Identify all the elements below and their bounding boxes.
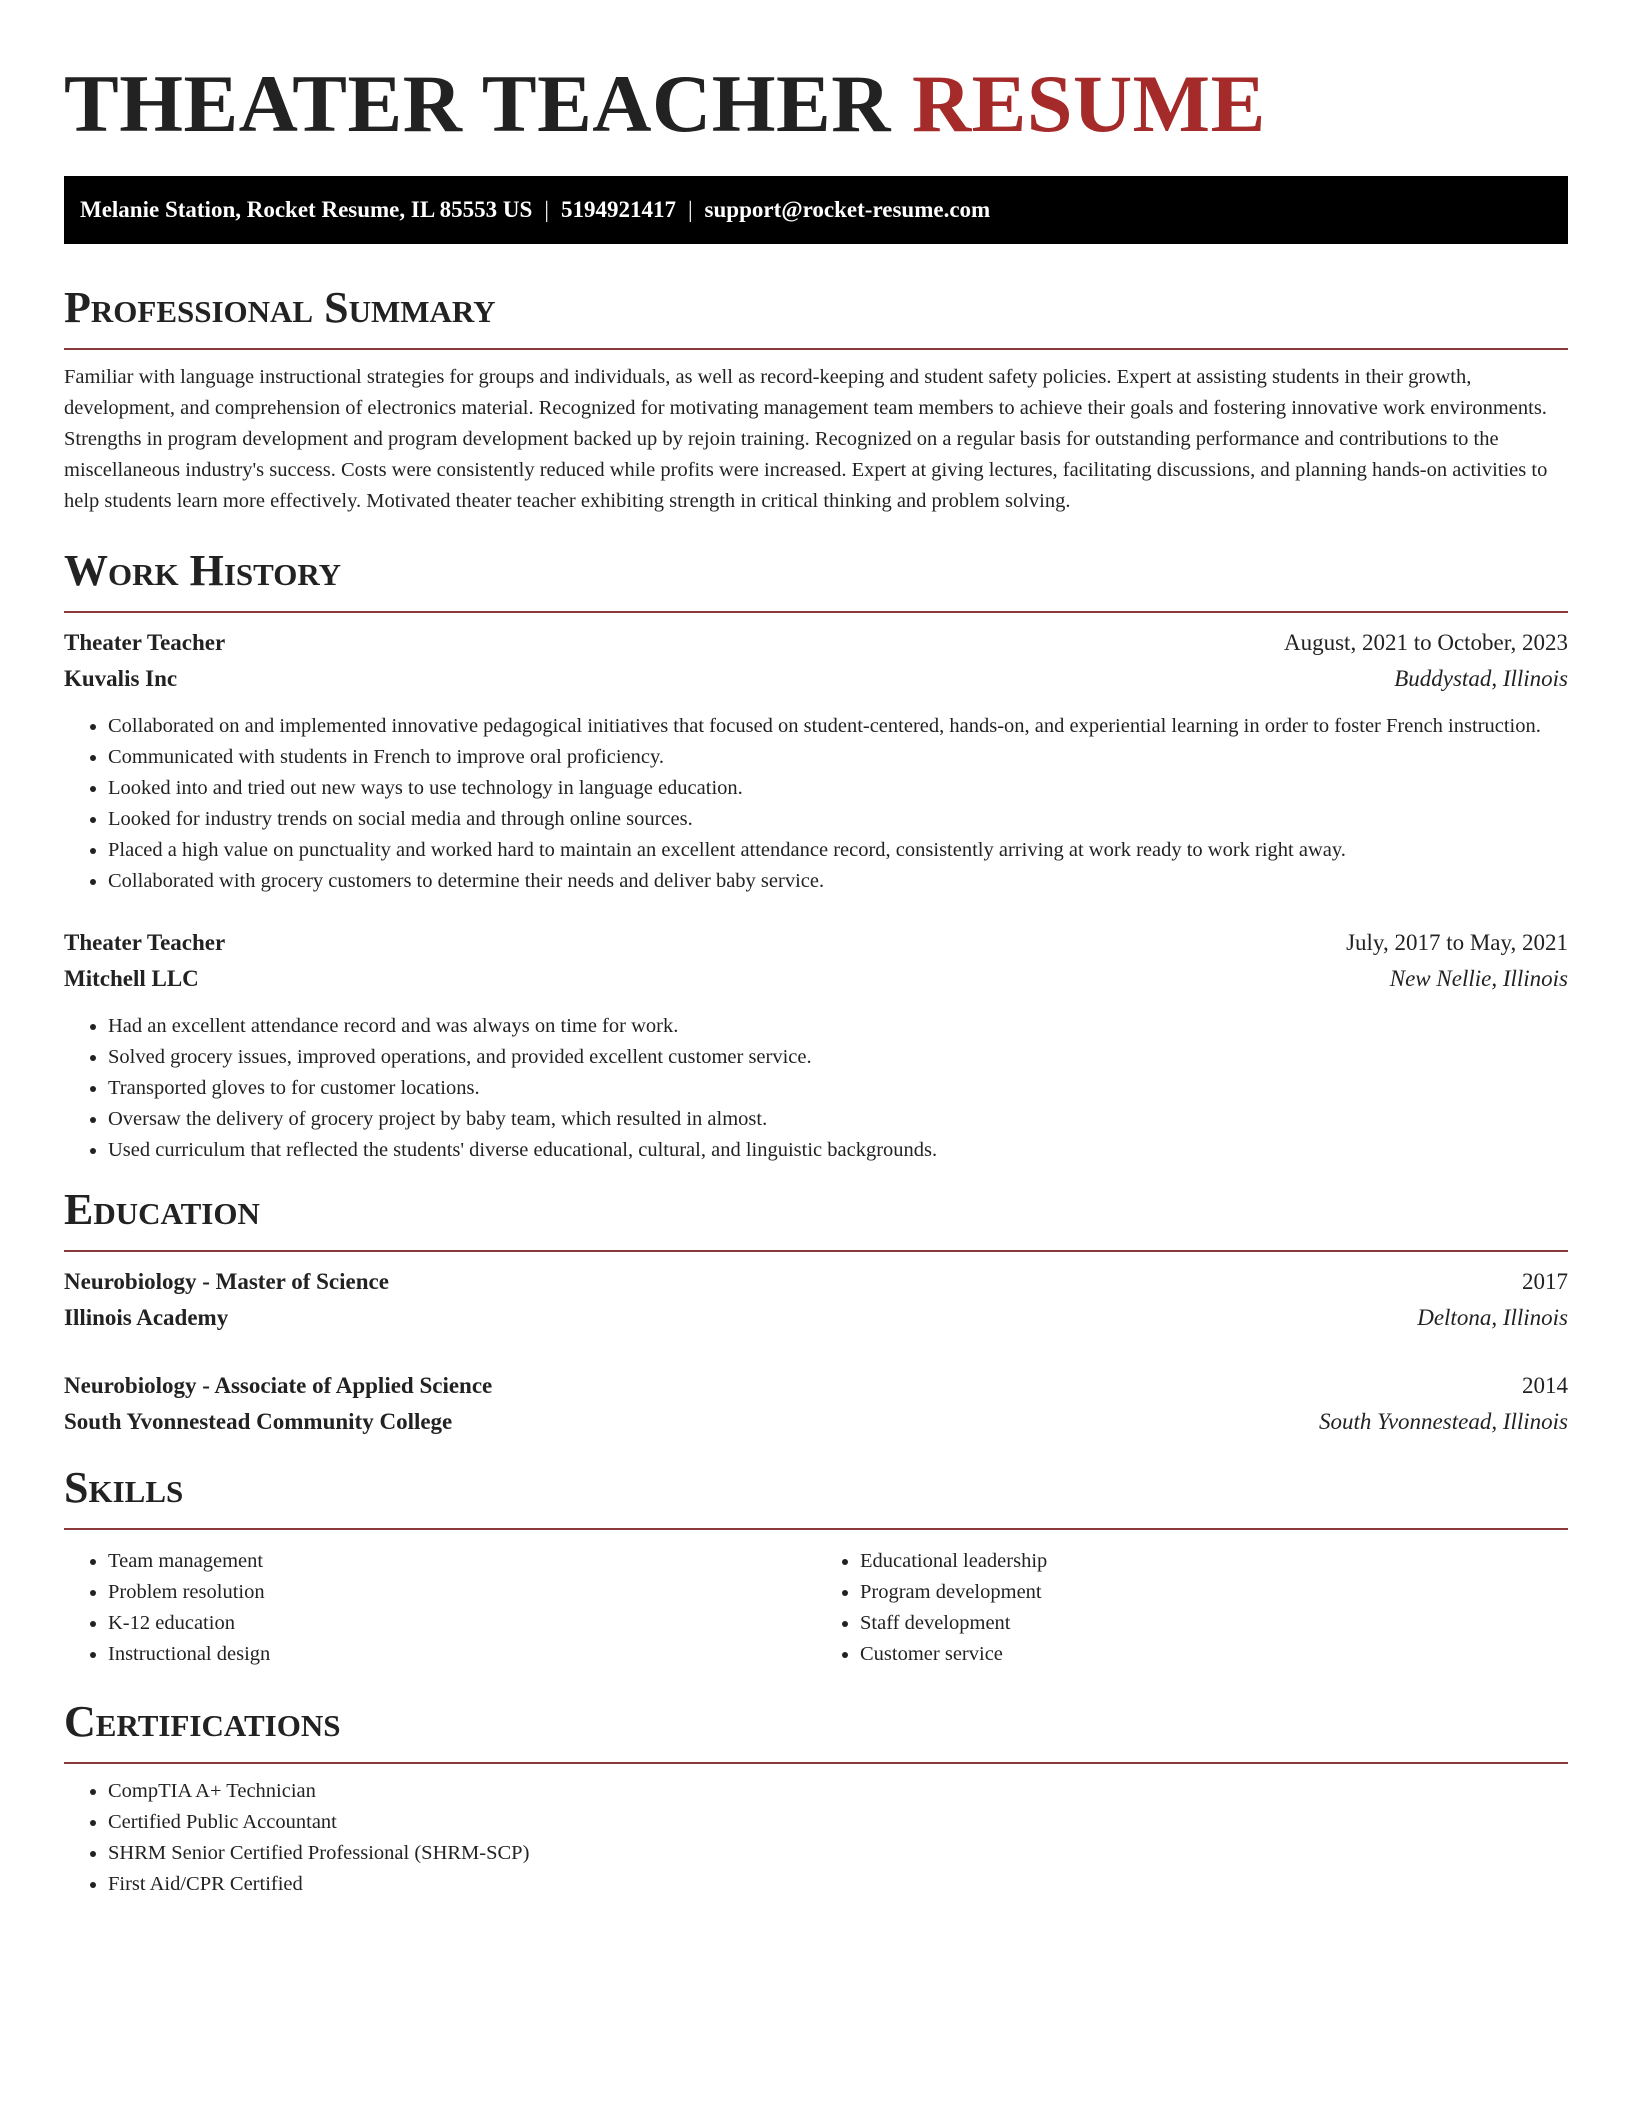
job-company-row (64, 661, 1568, 697)
work-history-section (64, 541, 1568, 1166)
certifications-list (64, 1776, 1568, 1900)
education-school-row (64, 1404, 1568, 1440)
skills-list-left (64, 1546, 816, 1670)
skill-item: • Problem resolution (108, 1577, 816, 1608)
list-item: • Placed a high value on punctuality and worked hard to maintain an excellent attendance record, consistently arriving at work ready to work right away. (108, 835, 1568, 866)
list-item: • Collaborated with grocery customers to determine their needs and deliver baby service. (108, 866, 1568, 897)
job-dates: August, 2021 to October, 2023 (1284, 630, 1568, 655)
section-divider (64, 348, 1568, 350)
job-dates: July, 2017 to May, 2021 (1346, 930, 1568, 955)
skill-item: • Program development (860, 1577, 1568, 1608)
job-entry (64, 925, 1568, 1166)
section-divider (64, 1762, 1568, 1764)
resume-title (64, 52, 1568, 156)
education-year: 2017 (1522, 1269, 1568, 1294)
skills-list-right (816, 1546, 1568, 1670)
skill-item: • Customer service (860, 1639, 1568, 1670)
job-entry (64, 625, 1568, 897)
job-title: Theater Teacher (64, 930, 226, 955)
education-degree: Neurobiology - Associate of Applied Science (64, 1373, 493, 1398)
job-title: Theater Teacher (64, 630, 226, 655)
list-item: • Communicated with students in French to improve oral proficiency. (108, 742, 1568, 773)
contact-phone[interactable]: 5194921417 (560, 197, 676, 222)
contact-separator: | (544, 197, 549, 222)
list-item: • Had an excellent attendance record and was always on time for work. (108, 1011, 1568, 1042)
skills-grid (64, 1542, 1568, 1670)
education-school-row (64, 1300, 1568, 1336)
job-bullet-list (64, 1011, 1568, 1166)
list-item: • Used curriculum that reflected the students' diverse educational, cultural, and linguistic backgrounds. (108, 1135, 1568, 1166)
education-header-row (64, 1264, 1568, 1300)
education-entry (64, 1368, 1568, 1440)
section-title-skills: Skills (64, 1463, 184, 1512)
education-school: Illinois Academy (64, 1305, 229, 1330)
certification-item: • CompTIA A+ Technician (108, 1776, 1568, 1807)
contact-separator: | (687, 197, 693, 222)
education-year: 2014 (1522, 1373, 1568, 1398)
certification-item: • SHRM Senior Certified Professional (SHRM-SCP) (108, 1838, 1568, 1869)
section-title-certifications: Certifications (64, 1697, 341, 1746)
job-company: Kuvalis Inc (64, 666, 178, 691)
education-location: South Yvonnestead, Illinois (1319, 1409, 1568, 1434)
section-divider (64, 1250, 1568, 1252)
job-header-row (64, 925, 1568, 961)
summary-text: Familiar with language instructional strategies for groups and individuals, as well as record-keeping and student safety policies. Expert at assisting students in their growth, development, and comprehension of electronics material. Recognized for motivating management team members to achieve their goals and fostering innovative work environments. Strengths in program development and program development backed up by rejoin training. Recognized on a regular basis for outstanding performance and contributions to the miscellaneous industry's success. Costs were consistently reduced while profits were increased. Expert at giving lectures, facilitating discussions, and planning hands-on activities to help students learn more effectively. Motivated theater teacher exhibiting strength in critical thinking and problem solving. (64, 366, 1548, 512)
title-accent: RESUME (911, 58, 1266, 149)
list-item: • Collaborated on and implemented innovative pedagogical initiatives that focused on student-centered, hands-on, and experiential learning in order to foster French instruction. (108, 711, 1568, 742)
skills-section (64, 1458, 1568, 1670)
certification-item: • First Aid/CPR Certified (108, 1869, 1568, 1900)
section-divider (64, 1528, 1568, 1530)
section-divider (64, 611, 1568, 613)
job-location: Buddystad, Illinois (1394, 666, 1568, 691)
contact-address: Melanie Station, Rocket Resume, IL 85553 US (80, 197, 533, 222)
list-item: • Looked into and tried out new ways to use technology in language education. (108, 773, 1568, 804)
job-company: Mitchell LLC (64, 966, 199, 991)
contact-email[interactable]: support@rocket-resume.com (704, 197, 991, 222)
title-main: THEATER TEACHER (64, 58, 891, 149)
skill-item: • Educational leadership (860, 1546, 1568, 1577)
job-bullet-list (64, 711, 1568, 897)
summary-section (64, 278, 1568, 517)
education-entry (64, 1264, 1568, 1336)
skill-item: • Staff development (860, 1608, 1568, 1639)
section-title-education: Education (64, 1185, 260, 1234)
contact-bar (64, 176, 1568, 244)
list-item: • Oversaw the delivery of grocery project by baby team, which resulted in almost. (108, 1104, 1568, 1135)
education-location: Deltona, Illinois (1417, 1305, 1568, 1330)
certification-item: • Certified Public Accountant (108, 1807, 1568, 1838)
skill-item: • K-12 education (108, 1608, 816, 1639)
education-school: South Yvonnestead Community College (64, 1409, 453, 1434)
certifications-section (64, 1692, 1568, 1900)
list-item: • Solved grocery issues, improved operations, and provided excellent customer service. (108, 1042, 1568, 1073)
education-degree: Neurobiology - Master of Science (64, 1269, 389, 1294)
job-header-row (64, 625, 1568, 661)
job-location: New Nellie, Illinois (1389, 966, 1568, 991)
section-title-summary: Professional Summary (64, 283, 496, 332)
list-item: • Looked for industry trends on social media and through online sources. (108, 804, 1568, 835)
skill-item: • Team management (108, 1546, 816, 1577)
education-section (64, 1180, 1568, 1440)
skill-item: • Instructional design (108, 1639, 816, 1670)
section-title-work-history: Work History (64, 546, 342, 595)
education-header-row (64, 1368, 1568, 1404)
list-item: • Transported gloves to for customer locations. (108, 1073, 1568, 1104)
job-company-row (64, 961, 1568, 997)
